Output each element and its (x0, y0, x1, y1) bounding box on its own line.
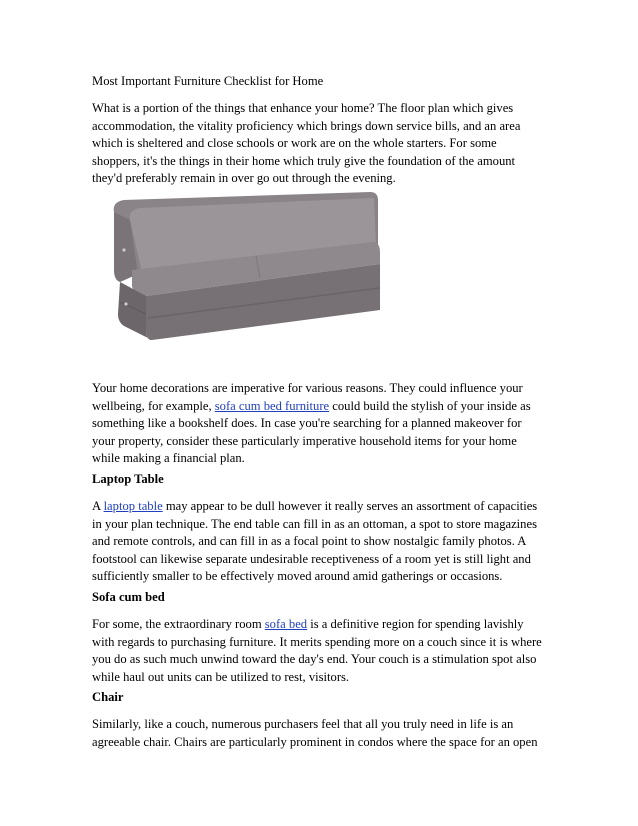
text-span: A (92, 499, 104, 513)
text-span: could build the stylish of your inside as (329, 398, 531, 413)
decor-line (92, 398, 531, 416)
text-span: wellbeing, for example, (92, 398, 215, 413)
sofa-bed-link[interactable]: sofa bed (264, 617, 308, 631)
chair-line: agreeable chair. Chairs are particularly prominent in condos where the space for an open (92, 734, 538, 749)
intro-line: shoppers, it's the things in their home which truly give the foundation of the amount (92, 153, 516, 168)
sofa-cum-bed-heading: Sofa cum bed (92, 590, 165, 604)
laptop-line: and remote controls, and can fill in as a focal point to show nostalgic family photos. A (92, 534, 527, 549)
laptop-line (92, 498, 537, 516)
chair-line: Similarly, like a couch, numerous purchasers feel that all you truly need in life is an (92, 717, 514, 731)
laptop-line: sufficiently smaller to be effectively moved around amid gatherings or occasions. (92, 569, 503, 584)
sofa-line: with regards to purchasing furniture. It merits spending more on a couch since it is where (92, 634, 542, 649)
zipper-pull (122, 248, 125, 251)
sofa-bed-image (102, 190, 382, 360)
decor-line: Your home decorations are imperative for various reasons. They could influence your (92, 381, 523, 395)
decor-line: while making a financial plan. (92, 451, 245, 466)
intro-line: which is sheltered and close schools or work are on the whole starters. For some (92, 136, 497, 151)
sofa-cum-bed-furniture-link[interactable]: sofa cum bed furniture (214, 398, 330, 413)
sofa-line: you do as such much unwind toward the day's end. Your couch is a stimulation spot also (92, 652, 537, 667)
zipper-pull (124, 302, 127, 305)
text-span: may appear to be dull however it really serves an assortment of capacities (162, 499, 538, 513)
intro-line: they'd preferably remain in over go out through the evening. (92, 171, 396, 186)
document-title: Most Important Furniture Checklist for Home (92, 74, 324, 88)
text-span: is a definitive region for spending lavishly (307, 617, 524, 631)
intro-line: accommodation, the vitality proficiency which brings down service bills, and an area (92, 118, 521, 133)
laptop-table-link[interactable]: laptop table (103, 499, 163, 513)
sofa-line (92, 616, 524, 634)
laptop-table-heading: Laptop Table (92, 472, 164, 486)
sofa-line: while haul out units can be utilized to rest, visitors. (92, 669, 350, 684)
laptop-line: footstool can likewise separate undesirable receptiveness of a room yet is still light and (92, 551, 531, 566)
intro-line: What is a portion of the things that enhance your home? The floor plan which gives (92, 101, 514, 115)
laptop-line: in your plan technique. The end table can fill in as an ottoman, a spot to store magazines (92, 516, 537, 531)
decor-line: something like a bookshelf does. In case you're searching for a planned makeover for (92, 416, 522, 431)
chair-heading: Chair (92, 690, 124, 704)
decor-line: your property, consider these particularly imperative household items for your home (92, 433, 517, 448)
text-span: For some, the extraordinary room (92, 617, 265, 631)
